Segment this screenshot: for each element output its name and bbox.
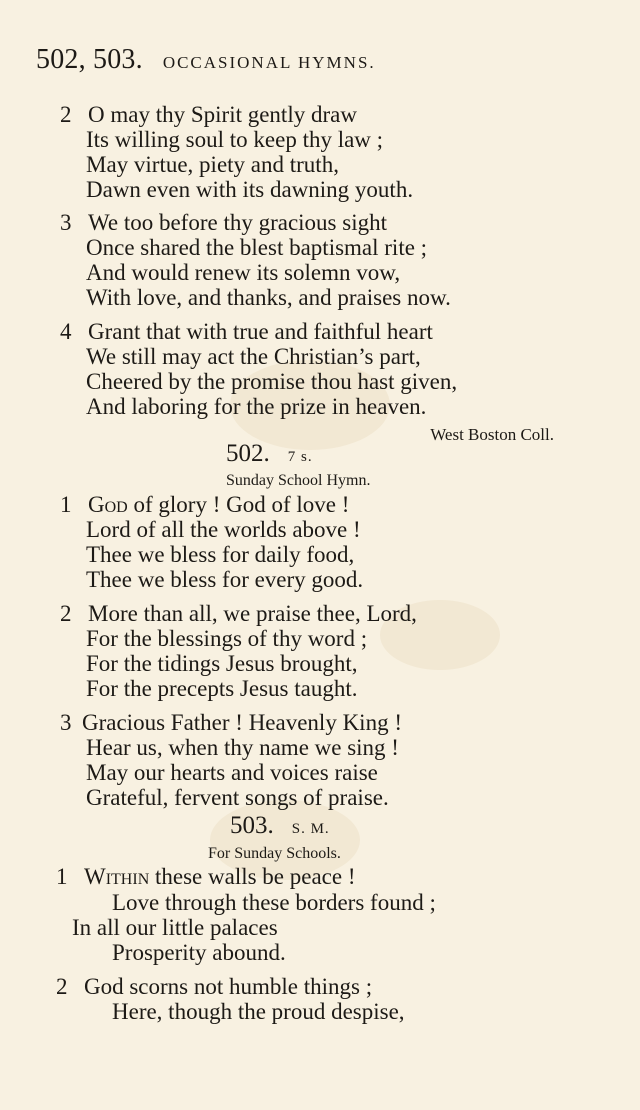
hymn-subtitle: For Sunday Schools. <box>208 845 341 862</box>
page-numbers: 502, 503. <box>36 44 143 75</box>
verse-line: For the tidings Jesus brought, <box>86 651 358 676</box>
verse-line: Gracious Father ! Heavenly King ! <box>82 710 402 735</box>
attribution: West Boston Coll. <box>430 425 554 444</box>
verse-line: Thee we bless for daily food, <box>86 542 355 567</box>
verse-line: More than all, we praise thee, Lord, <box>88 601 417 626</box>
verse-line <box>88 493 349 516</box>
verse-line: Lord of all the worlds above ! <box>86 517 361 542</box>
verse-line: God scorns not humble things ; <box>84 974 373 999</box>
verse-line: Hear us, when thy name we sing ! <box>86 735 399 760</box>
hymn-number: 502. <box>226 440 270 467</box>
verse-line: Dawn even with its dawning youth. <box>86 177 414 202</box>
hymn-meter: S. M. <box>291 821 330 837</box>
verse-line: May our hearts and voices raise <box>86 760 378 785</box>
verse-line: And would renew its solemn vow, <box>86 260 401 285</box>
verse-line-rest: these walls be peace ! <box>149 864 356 889</box>
verse-line: We still may act the Christian’s part, <box>86 344 421 369</box>
verse-line: For the precepts Jesus taught. <box>86 676 358 701</box>
running-title: OCCASIONAL HYMNS. <box>162 53 376 72</box>
verse-line: For the blessings of thy word ; <box>86 626 368 651</box>
stanza-number: 1 <box>60 492 72 517</box>
verse-line: With love, and thanks, and praises now. <box>86 285 451 310</box>
stanza-number: 4 <box>60 319 72 344</box>
stanza-number: 3 <box>60 710 72 735</box>
stanza-number: 1 <box>56 864 68 889</box>
stanza-number: 3 <box>60 210 72 235</box>
hymn-heading <box>226 440 313 468</box>
first-word: God <box>88 492 128 517</box>
stanza-number: 2 <box>60 601 72 626</box>
verse-line: In all our little palaces <box>72 915 278 940</box>
running-header <box>36 44 376 76</box>
hymn-number: 503. <box>230 812 274 839</box>
first-word: Within <box>84 864 150 889</box>
hymn-subtitle: Sunday School Hymn. <box>226 472 371 489</box>
verse-line: Grant that with true and faithful heart <box>88 319 433 344</box>
verse-line <box>84 865 356 888</box>
verse-line: O may thy Spirit gently draw <box>88 102 357 127</box>
verse-line: Thee we bless for every good. <box>86 567 364 592</box>
verse-line: Here, though the proud despise, <box>112 999 405 1024</box>
stanza-number: 2 <box>60 102 72 127</box>
verse-line: May virtue, piety and truth, <box>86 152 339 177</box>
verse-line: Cheered by the promise thou hast given, <box>86 369 458 394</box>
verse-line-rest: of glory ! God of love ! <box>127 492 350 517</box>
verse-line: Grateful, fervent songs of praise. <box>86 785 389 810</box>
hymn-heading <box>230 812 330 840</box>
verse-line: Its willing soul to keep thy law ; <box>86 127 384 152</box>
stanza-number: 2 <box>56 974 68 999</box>
verse-line: Once shared the blest baptismal rite ; <box>86 235 428 260</box>
verse-line: Love through these borders found ; <box>112 890 436 915</box>
verse-line: Prosperity abound. <box>112 940 286 965</box>
verse-line: And laboring for the prize in heaven. <box>86 394 427 419</box>
verse-line: We too before thy gracious sight <box>88 210 387 235</box>
hymn-meter: 7 s. <box>287 449 313 465</box>
